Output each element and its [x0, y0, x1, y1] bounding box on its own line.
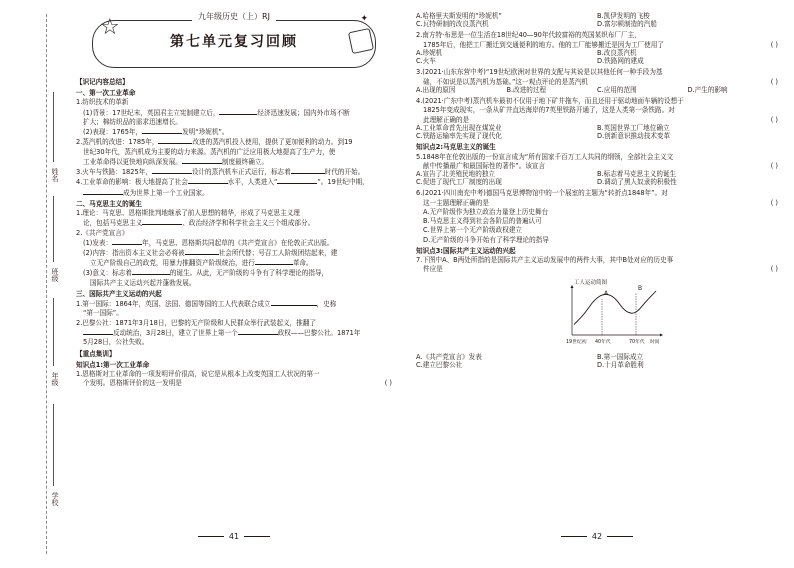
section-heading: 【识记内容总结】 — [76, 78, 129, 86]
option-item[interactable]: C.促进了现代工厂制度的出现 — [416, 178, 502, 187]
option-item[interactable]: C.瓦特研制的改良蒸汽机 — [416, 20, 489, 29]
page-title: 第七单元复习回顾 — [170, 34, 298, 50]
text-line: 国际共产主义运动兴起并蓬勃发展。 — [90, 278, 196, 287]
option-item[interactable]: B.马克思主义得到社会各阶层的普遍认可 — [423, 217, 542, 226]
answer-parentheses[interactable]: ( ) — [770, 115, 778, 124]
knowledge-point-heading: 知识点1:第一次工业革命 — [76, 360, 150, 369]
left-page — [76, 12, 392, 542]
option-item[interactable]: D.产生的影响 — [687, 85, 728, 94]
fill-blank[interactable] — [158, 137, 192, 144]
option-item[interactable]: A.无产阶级作为独立政治力量登上历史舞台 — [423, 207, 549, 216]
question-text: 2.南方特·布思是一位生活在18世纪40—90年代较富裕的英国某织布厂厂主， — [416, 31, 641, 40]
text-line: 工业革命得以更快地向纵深发展。 制度最终确立。 — [83, 157, 269, 166]
text-line: 世纪30年代，蒸汽机成为主要的动力来源。蒸汽机的广泛应用极大地提高了生产力，使 — [83, 147, 336, 156]
point-label-a: A — [604, 289, 609, 297]
fill-blank[interactable] — [188, 177, 228, 184]
text-line: 5月28日，公社失败。 — [83, 338, 149, 347]
section-heading: 三、国际共产主义运动的兴起 — [76, 289, 162, 298]
option-list — [416, 170, 778, 186]
option-item[interactable]: A.哈格里夫斯发明的“珍妮机” — [416, 12, 502, 20]
fill-blank[interactable] — [271, 299, 317, 306]
page-header — [82, 12, 386, 72]
school-field-line — [53, 404, 54, 486]
option-item[interactable]: D.十月革命胜利 — [597, 361, 644, 370]
option-list — [416, 124, 778, 140]
question-text: 6.(2021·四川南充中考)德国马克思博物馆中的一个展室的主题为“转折点1848年”。对 — [416, 189, 668, 198]
question-text: 7.下图中A、B两处所指的是国际共产主义运动发展中的两件大事，其中B处对应的历史事 — [416, 256, 674, 265]
option-item[interactable]: C.火车 — [416, 57, 436, 66]
text-line: 1.纺织技术的革新 — [76, 98, 129, 107]
text-line: 扩大；棉纺织品的需求迅速增长。 — [83, 117, 182, 126]
fill-blank[interactable] — [255, 258, 293, 265]
option-item[interactable]: C.应用的范围 — [597, 85, 637, 94]
option-item[interactable]: A.《共产党宣言》发表 — [416, 352, 482, 361]
question-text: 3.(2021·山东东营中考)“19世纪欧洲对世界的支配与其说是以其他任何一种手段为基 — [416, 68, 663, 77]
point-label-b: B — [638, 284, 643, 292]
text-line: 3.火车与铁路：1825年， 设计的蒸汽机车正式运行，标志着 时代的开始。 — [76, 168, 365, 177]
option-item[interactable]: A.工业革命首先出现在煤炭业 — [416, 123, 502, 132]
text-line: (1)发表： 年，马克思、恩格斯共同起草的《共产党宣言》在伦敦正式出版。 — [83, 238, 334, 247]
series-line — [574, 291, 656, 325]
question-text: 1.恩格斯对工业革命的一项发明评价很高，说它是从根本上改变英国工人状况的第一 — [76, 369, 320, 378]
answer-parentheses[interactable]: ( ) — [770, 198, 778, 207]
fill-blank[interactable] — [132, 268, 170, 275]
text-line: (2)内容：指出资本主义社会必将被 社会所代替；号召工人阶级团结起来，建 — [83, 248, 338, 257]
question-text: 个发明。恩格斯评价的这一发明是 ( ) — [83, 379, 392, 388]
fill-blank[interactable] — [152, 167, 192, 174]
option-item[interactable]: C.世界上第一个无产阶级政权建立 — [423, 226, 523, 235]
option-list — [416, 49, 778, 65]
text-line: (3)意义：标志着 的诞生。从此，无产阶级的斗争有了科学理论的指导， — [83, 269, 329, 278]
sparkle-icon: ✦ — [360, 14, 368, 24]
option-item[interactable]: A.出现的原因 — [416, 85, 456, 94]
star-icon: ☆ — [100, 15, 120, 40]
x-tick-label: 19世纪初 — [566, 339, 587, 345]
option-item[interactable]: C.建立巴黎公社 — [416, 361, 463, 370]
text-line: 4.工业革命的影响：极大地提高了社会 水平，人类进入“ ”。19世纪中期， — [76, 178, 369, 187]
question-text: 这一主题理解正确的是 ( ) — [423, 198, 778, 207]
text-line: 2.蒸汽机的改进：1785年， 改进的蒸汽机投入使用，提供了更加便利的动力。到19 — [76, 138, 353, 147]
book-subtitle: 九年级历史（上）RJ — [192, 12, 276, 21]
fill-blank[interactable] — [142, 127, 182, 134]
school-label: 学校 — [51, 492, 59, 506]
fill-blank[interactable] — [291, 167, 325, 174]
fill-blank[interactable] — [112, 238, 142, 245]
chart-svg — [566, 277, 666, 347]
question-text: 4.(2021·广东中考)蒸汽机车最初不仅用于地下矿井拖车，而且还用于驱动地面车辆的设想于 — [416, 97, 684, 106]
text-line: 1.第一国际：1864年，英国、法国、德国等国的工人代表联合成立 ，史称 — [76, 300, 337, 309]
fill-blank[interactable] — [83, 328, 113, 335]
right-page — [416, 12, 778, 542]
page-number: 41 — [76, 532, 392, 542]
text-line: 2.巴黎公社：1871年3月18日，巴黎的无产阶级和人民群众举行武装起义，推翻了 — [76, 318, 317, 327]
text-line: 反动统治，3月28日，建立了世界上第一个 政权——巴黎公社。1871年 — [76, 328, 392, 337]
option-item[interactable]: B.改进的过程 — [506, 85, 547, 94]
question-text: 1825年变成现实，一条从矿井直达海岸的7英里铁路开通了，这是人类第一条铁路。对 — [423, 106, 675, 115]
option-item[interactable]: C.铁路运输率先实现了现代化 — [416, 132, 502, 141]
option-item[interactable]: B.标志着马克思主义的诞生 — [597, 169, 677, 178]
text-line: 论，包括马克思主义 、政治经济学和科学社会主义三个组成部分。 — [83, 219, 315, 228]
text-line: “第一国际”。 — [83, 309, 123, 318]
fill-blank[interactable] — [182, 157, 222, 164]
section-heading: 【重点集训】 — [76, 350, 116, 359]
option-list — [416, 86, 778, 94]
question-text: 此理解正确的是 ( ) — [423, 115, 778, 124]
option-item[interactable]: D.创新意识推动技术变革 — [597, 132, 671, 141]
name-label: 姓名 — [51, 168, 59, 182]
option-item[interactable]: B.英国世界工厂地位确立 — [597, 123, 670, 132]
grade-field-line — [53, 298, 54, 366]
page-number: 42 — [416, 532, 778, 542]
option-item[interactable]: A.珍妮机 — [416, 48, 443, 57]
cut-line — [46, 14, 47, 554]
question-text: 件应是 ( ) — [423, 265, 778, 274]
fill-blank[interactable] — [219, 108, 257, 115]
answer-parentheses[interactable]: ( ) — [384, 379, 392, 388]
option-item[interactable]: D.调动了黑人奴隶的积极性 — [597, 178, 677, 187]
question-text: 5.1848年在伦敦出版的一份宣言成为“所有国家千百万工人共同的纲领，全部社会主义文 — [416, 152, 674, 161]
answer-parentheses[interactable]: ( ) — [770, 77, 778, 86]
option-item[interactable]: B.凯伊发明的飞梭 — [597, 12, 650, 20]
x-axis-arrow — [660, 333, 663, 336]
question-text: 1785年后，他把工厂搬迁到交通便利的地方。他的工厂能够搬迁是因为工厂使用了 ( ) — [423, 40, 778, 49]
answer-parentheses[interactable]: ( ) — [770, 40, 778, 49]
knowledge-point-heading: 知识点2:马克思主义的诞生 — [416, 143, 496, 152]
question-text: 献中传播最广和最国际性的著作”。该宣言 ( ) — [423, 161, 778, 170]
option-list — [416, 353, 778, 369]
x-tick-label: 70年代 — [629, 339, 645, 345]
chart-title: 工人运动简图 — [574, 279, 608, 286]
class-label: 班级 — [51, 268, 59, 282]
answer-parentheses[interactable]: ( ) — [770, 265, 778, 274]
text-line: (2)表现：1765年， 发明“珍妮机”。 — [83, 128, 229, 137]
fill-blank[interactable] — [277, 177, 317, 184]
fill-blank[interactable] — [83, 188, 123, 195]
x-tick-label: 时间 — [650, 339, 660, 345]
section-heading: 一、第一次工业革命 — [76, 89, 136, 98]
section-heading: 二、马克思主义的诞生 — [76, 199, 142, 208]
fill-blank[interactable] — [142, 218, 182, 225]
option-item[interactable]: D.铁路网的建成 — [597, 57, 644, 66]
workers-movement-chart — [566, 277, 778, 349]
option-list — [416, 12, 778, 28]
option-item[interactable]: D.富尔顿制造的汽船 — [597, 20, 657, 29]
binding-sidebar — [0, 0, 66, 568]
text-line: (1)背景：17世纪末，英国君主立宪制建立后， 经济迅速发展；国内外市场不断 — [83, 108, 350, 117]
fill-blank[interactable] — [238, 328, 278, 335]
option-item[interactable]: D.无产阶级的斗争开始有了科学理论的指导 — [423, 235, 549, 244]
knowledge-point-heading: 知识点3:国际共产主义运动的兴起 — [416, 246, 516, 255]
text-line: 2.《共产党宣言》 — [76, 228, 129, 237]
text-line: 1.理论：马克思、恩格斯批判地继承了前人思想的精华，形成了马克思主义理 — [76, 209, 300, 218]
class-field-line — [53, 196, 54, 262]
question-text: 础，不如说是以蒸汽机为基础。”这一观点评论的是蒸汽机 ( ) — [423, 77, 778, 86]
option-item[interactable]: A.宣告了北美殖民地的独立 — [416, 169, 496, 178]
fill-blank[interactable] — [185, 248, 219, 255]
option-item[interactable]: B.第一国际成立 — [597, 352, 644, 361]
text-line: 立无产阶级自己的政党，用暴力推翻资产阶级统治，进行 革命。 — [90, 259, 313, 268]
x-tick-label: 40年代 — [595, 339, 611, 345]
option-item[interactable]: B.改良蒸汽机 — [597, 48, 637, 57]
name-field-line — [53, 92, 54, 162]
answer-parentheses[interactable]: ( ) — [770, 161, 778, 170]
grade-label: 年级 — [51, 372, 59, 386]
text-line: 成为世界上第一个工业国家。 — [76, 188, 392, 197]
